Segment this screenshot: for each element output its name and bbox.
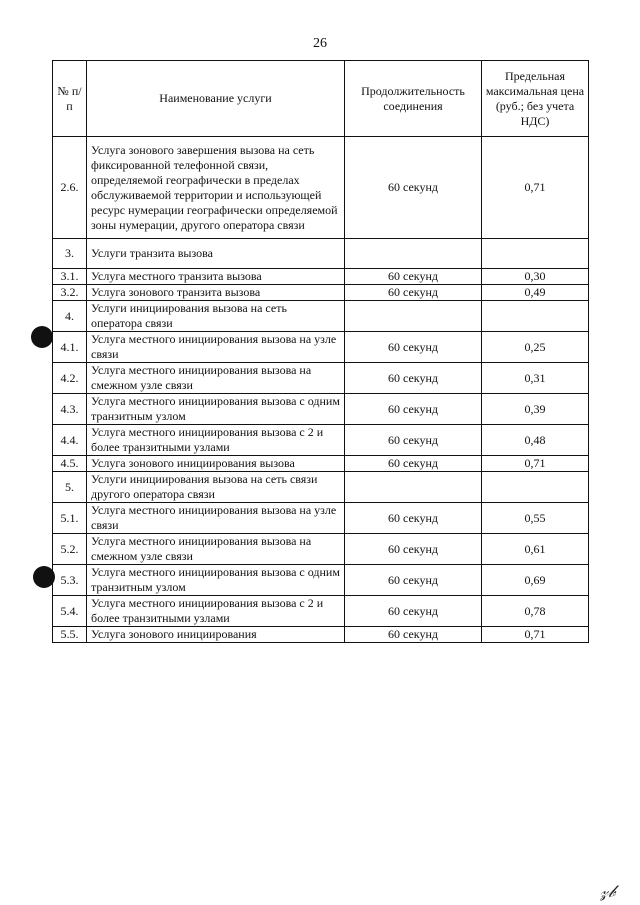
table-header-row xyxy=(53,61,589,137)
duration-cell: 60 секунд xyxy=(345,363,482,394)
duration-cell: 60 секунд xyxy=(345,425,482,456)
price-cell: 0,31 xyxy=(482,363,589,394)
row-number: 3.1. xyxy=(53,269,87,285)
price-cell: 0,71 xyxy=(482,456,589,472)
price-cell: 0,61 xyxy=(482,534,589,565)
table-row xyxy=(53,239,589,269)
header-price: Предельная максимальная цена (руб.; без учета НДС) xyxy=(482,61,589,137)
service-name: Услуга зонового транзита вызова xyxy=(87,285,345,301)
price-cell: 0,30 xyxy=(482,269,589,285)
price-cell: 0,25 xyxy=(482,332,589,363)
price-cell: 0,39 xyxy=(482,394,589,425)
duration-cell xyxy=(345,472,482,503)
price-cell: 0,71 xyxy=(482,627,589,643)
table-row xyxy=(53,137,589,239)
price-cell: 0,69 xyxy=(482,565,589,596)
price-cell xyxy=(482,301,589,332)
table-row xyxy=(53,301,589,332)
page-number: 26 xyxy=(313,36,327,51)
price-cell: 0,55 xyxy=(482,503,589,534)
price-cell: 0,48 xyxy=(482,425,589,456)
service-name: Услуга местного инициирования вызова с одним транзитным узлом xyxy=(87,565,345,596)
table-row xyxy=(53,332,589,363)
duration-cell: 60 секунд xyxy=(345,137,482,239)
table-row xyxy=(53,627,589,643)
service-name: Услуга местного инициирования вызова с 2 и более транзитными узлами xyxy=(87,425,345,456)
row-number: 4. xyxy=(53,301,87,332)
table-row xyxy=(53,363,589,394)
row-number: 3.2. xyxy=(53,285,87,301)
service-name: Услуга местного инициирования вызова на смежном узле связи xyxy=(87,363,345,394)
duration-cell: 60 секунд xyxy=(345,503,482,534)
punch-hole xyxy=(33,566,55,588)
price-cell: 0,49 xyxy=(482,285,589,301)
price-cell: 0,78 xyxy=(482,596,589,627)
row-number: 4.3. xyxy=(53,394,87,425)
duration-cell: 60 секунд xyxy=(345,565,482,596)
service-name: Услуга местного инициирования вызова с 2 и более транзитными узлами xyxy=(87,596,345,627)
table-body xyxy=(53,137,589,643)
duration-cell xyxy=(345,239,482,269)
row-number: 5. xyxy=(53,472,87,503)
header-name: Наименование услуги xyxy=(87,61,345,137)
duration-cell: 60 секунд xyxy=(345,269,482,285)
service-name: Услуга местного инициирования вызова на узле связи xyxy=(87,332,345,363)
service-name: Услуги инициирования вызова на сеть связи другого оператора связи xyxy=(87,472,345,503)
row-number: 3. xyxy=(53,239,87,269)
table-row xyxy=(53,565,589,596)
table-row xyxy=(53,285,589,301)
row-number: 5.4. xyxy=(53,596,87,627)
service-name: Услуга зонового инициирования xyxy=(87,627,345,643)
service-name: Услуги инициирования вызова на сеть оператора связи xyxy=(87,301,345,332)
row-number: 5.2. xyxy=(53,534,87,565)
table-row xyxy=(53,425,589,456)
service-name: Услуги транзита вызова xyxy=(87,239,345,269)
duration-cell: 60 секунд xyxy=(345,456,482,472)
duration-cell: 60 секунд xyxy=(345,332,482,363)
service-name: Услуга зонового инициирования вызова xyxy=(87,456,345,472)
row-number: 4.2. xyxy=(53,363,87,394)
row-number: 5.3. xyxy=(53,565,87,596)
table-row xyxy=(53,269,589,285)
table-row xyxy=(53,456,589,472)
table-row xyxy=(53,472,589,503)
duration-cell: 60 секунд xyxy=(345,394,482,425)
row-number: 2.6. xyxy=(53,137,87,239)
service-name: Услуга местного инициирования вызова с одним транзитным узлом xyxy=(87,394,345,425)
service-name: Услуга местного инициирования вызова на смежном узле связи xyxy=(87,534,345,565)
table-row xyxy=(53,503,589,534)
duration-cell: 60 секунд xyxy=(345,285,482,301)
service-name: Услуга зонового завершения вызова на сеть фиксированной телефонной связи, определяемой географически в пределах обслуживаемой территории и использующей ресурс нумерации географически определяемой зоны нумерации, другого оператора связи xyxy=(87,137,345,239)
price-cell xyxy=(482,472,589,503)
row-number: 5.1. xyxy=(53,503,87,534)
header-duration: Продолжительность соединения xyxy=(345,61,482,137)
row-number: 4.5. xyxy=(53,456,87,472)
handwritten-initials: 𝓏𝒷 xyxy=(600,882,616,902)
header-num: № п/п xyxy=(53,61,87,137)
duration-cell xyxy=(345,301,482,332)
service-name: Услуга местного транзита вызова xyxy=(87,269,345,285)
table-row xyxy=(53,534,589,565)
tariff-table xyxy=(52,60,589,643)
row-number: 5.5. xyxy=(53,627,87,643)
punch-hole xyxy=(31,326,53,348)
row-number: 4.4. xyxy=(53,425,87,456)
service-name: Услуга местного инициирования вызова на узле связи xyxy=(87,503,345,534)
duration-cell: 60 секунд xyxy=(345,534,482,565)
duration-cell: 60 секунд xyxy=(345,627,482,643)
row-number: 4.1. xyxy=(53,332,87,363)
duration-cell: 60 секунд xyxy=(345,596,482,627)
table-row xyxy=(53,596,589,627)
table-row xyxy=(53,394,589,425)
price-cell xyxy=(482,239,589,269)
price-cell: 0,71 xyxy=(482,137,589,239)
